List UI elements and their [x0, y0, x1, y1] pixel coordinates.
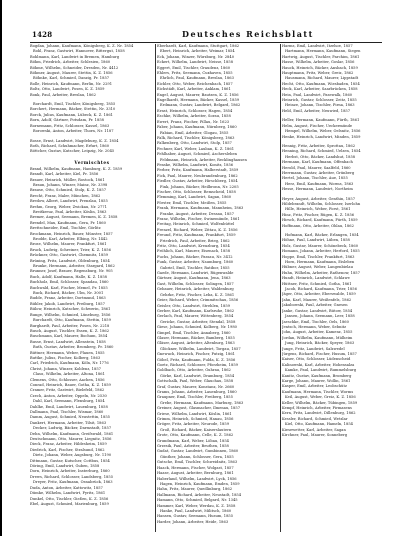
- list-entry: Gudat, Gustav, Landwirt, Gumbinnen, 1860: [157, 449, 239, 454]
- list-entry: Groß, Richard, Bäcker, Kaiserslautern: [160, 427, 232, 432]
- list-entry: Hoppe, Emil, Tischler, Frankfurt, 1863: [282, 254, 355, 259]
- list-entry: Czech, Anton, Arbeiter, Oppeln, Nr. 2530: [30, 393, 107, 398]
- list-entry: Budde, Franz, Arbeiter, Dortmund, 1863: [30, 296, 106, 301]
- list-entry: Büttner, Hermann, Weber, Plauen, 1855: [30, 350, 105, 355]
- list-entry: Hildebrandt, Wilhelm, Schlosser, Iserlohn: [282, 201, 361, 206]
- list-entry: Hein, Paul, Landwirt, Pasewalk, 1860: [282, 92, 353, 97]
- list-entry: Heinze, Johann, Tischler, Pirna, 1863: [285, 103, 355, 108]
- list-entry: Huhn, Wilhelm, Arbeiter, Rathenow, 1857: [282, 270, 360, 275]
- list-entry: Jäger, Otto, Arbeiter, Eberswalde, 1859: [282, 292, 356, 297]
- list-entry: Claus, Wilhelm, Arbeiter, Altona, 1861: [33, 372, 105, 377]
- list-entry: Duda, Anton, Arbeiter, Kattowitz, 1857: [30, 485, 103, 490]
- list-entry: Kamke, Paul, Landwirt, Rummelsburg: [285, 368, 357, 373]
- list-entry: Buchwald, Karl, Fischer, Memel, Pr. 1855: [30, 285, 108, 290]
- list-entry: Hasse, Wilhelm, Arbeiter, Goslar, 1856: [282, 60, 355, 65]
- list-entry: Hertel, Johann, Tischler, Aue, 1855: [282, 176, 348, 181]
- list-entry: Busch, August, Tischler, Essen, K. Z. 1862: [30, 328, 110, 333]
- list-entry: Henning, Richard, Schmied, Uelzen, 1854: [282, 149, 361, 154]
- list-entry: Hesse, Hermann, Landwirt, Northeim: [282, 187, 353, 192]
- list-entry: Brand, Wilhelm, Kaufmann, Hamburg, K. Z. 1859: [30, 166, 123, 171]
- list-entry: Gärtner, August, Kaufmann, Jena, 1863: [157, 276, 231, 281]
- list-entry: Gerber, Karl, Kaufmann, Karlsruhe, 1862: [157, 308, 235, 313]
- list-entry: Dittmann, Gustav, Kutscher, Cottbus, 1854: [30, 458, 110, 463]
- list-entry: Eggert, Emil, Tischler, Graudenz, 1860: [157, 65, 231, 70]
- list-entry: Frenzel, Richard, Weber, Zittau, K. Z. 1856: [157, 227, 238, 232]
- list-entry: Held, Emil, Arbeiter, Neuwied, 1857: [282, 108, 351, 113]
- list-entry: Graf, Gustav, Maurer, Konstanz, Nr. 2660: [157, 384, 235, 389]
- list-entry: Böhnke, Karl, Schmied, Danzig, Pr. 1857: [33, 76, 110, 81]
- list-entry: Bosse, Ernst, Landwirt, Magdeburg, K. Z. 1854: [30, 138, 119, 143]
- list-entry: Gebauer, Heinrich, Arbeiter, Waldenburg: [157, 287, 234, 292]
- list-entry: Dunkel, Otto, Tischler, Gießen, K. Z. 1856: [30, 496, 109, 501]
- list-entry: Haack, Hermann, Fischer, Wolgast, 1857: [157, 465, 234, 470]
- list-entry: Hüttner, Fritz, Schmied, Gotha, 1861: [282, 281, 352, 286]
- list-entry: Bonk, Paul, Arbeiter, Breslau, 1862: [30, 92, 96, 97]
- list-entry: Harms, Emil, Landwirt, Itzehoe, 1857: [282, 44, 353, 48]
- list-entry: Dreyer, Fritz, Kaufmann, Osnabrück, 1863: [33, 480, 113, 485]
- list-entry: Görke, Karl, Landwirt, Dramburg, 1854: [160, 373, 235, 378]
- header-rule: [30, 42, 382, 43]
- list-entry: Haberland, Wilhelm, Landwirt, Lyck, 1856: [157, 476, 237, 481]
- list-entry: Böttcher, Gustav, Kutscher, Leipzig, Nr. 2045: [30, 149, 115, 154]
- list-entry: Dümke, Wilhelm, Landwirt, Pyritz, 1861: [30, 491, 106, 496]
- list-entry: Carl, Friedrich, Kaufmann, Köln, Nr. 1776: [30, 361, 109, 366]
- list-entry: Fehlhaber, August, Schmied, Aschersleben: [157, 152, 238, 157]
- list-entry: Harder, Johann, Arbeiter, Heide, 1863: [157, 519, 229, 524]
- list-entry: Hansen, Gustav, Seemann, Husum, 1855: [157, 514, 234, 519]
- list-entry: Heller, Hermann, Kaufmann, Fürth, 1861: [282, 118, 360, 123]
- list-entry: Breitkreuz, Paul, Arbeiter, Köslin, 1863: [33, 209, 107, 214]
- list-entry: Ewert, Franz, Fischer, Pillau, Nr. 1623: [157, 119, 230, 124]
- list-entry: Brunke, Hermann, Arbeiter, Stargard, 1862: [33, 264, 115, 269]
- list-entry: Ernst, Heinrich, Schlosser, Hagen, 1854: [157, 108, 233, 113]
- list-entry: Hammer, Karl, Weber, Werdau, K. Z. 1858: [157, 503, 236, 508]
- list-entry: Franz, Wilhelm, Fischer, Swinemünde, 1861: [157, 217, 240, 221]
- list-entry: Hauptmann, Fritz, Weber, Greiz, 1862: [282, 71, 354, 76]
- list-entry: Hamann, Otto, Schmied, Belgard, Nr. 1345: [157, 498, 238, 503]
- list-entry: Helm, August, Fischer, Ueckermünde: [282, 123, 353, 128]
- list-entry: Karge, Johann, Maurer, Wollin, 1861: [282, 378, 351, 383]
- list-entry: Greiner, August, Glasmacher, Ilmenau, 1857: [157, 406, 241, 411]
- list-entry: Brendel, Max, Kaufmann, Gera, Pr. 1860: [30, 220, 106, 225]
- list-entry: Hahn, Fritz, Maurer, Quedlinburg, 1862: [157, 487, 233, 492]
- list-entry: Dorn, Heinrich, Arbeiter, Insterburg, 1860: [30, 469, 110, 474]
- list-entry: Bülow, Heinrich, Kutscher, Schwerin, 1861: [30, 307, 111, 312]
- list-entry: Holz, Gustav, Maurer, Schönebeck, 1860: [282, 243, 359, 248]
- list-entry: Hofmann, Karl, Bäcker, Erlangen, 1854: [285, 233, 359, 237]
- list-entry: Kaiser, Otto, Schlosser, Lüdenscheid: [282, 357, 351, 362]
- list-entry: Fenske, Wilhelm, Landwirt, Konitz, 1856: [157, 162, 234, 167]
- list-entry: Junge, Fritz, Landwirt, Salzwedel: [282, 346, 345, 351]
- list-entry: Herold, Paul, Maurer, Saalfeld, 1860: [282, 165, 351, 170]
- list-entry: Conrad, Heinrich, Bauer, Gotha, K. Z. 1859: [30, 382, 111, 387]
- list-entry: Jahn, Karl, Maurer, Weißenfels, 1862: [282, 297, 352, 302]
- list-entry: Ebert, Heinrich, Arbeiter, Weimar, 1854: [160, 49, 235, 54]
- list-entry: Bredow, Albert, Landwirt, Prenzlau, 1855: [30, 199, 108, 204]
- list-entry: Hirsch, Richard, Kaufmann, Fürth, 1859: [282, 218, 358, 223]
- list-entry: Busse, Ernst, Landwirt, Allenstein, 1858: [30, 339, 106, 344]
- section-heading: Vermischtes: [74, 159, 110, 165]
- list-entry: Grote, Otto, Kaufmann, Celle, K. Z. 1862: [157, 433, 234, 438]
- list-entry: Jürgens, Richard, Fischer, Husum, 1857: [282, 351, 357, 356]
- entry-gap: [30, 155, 154, 159]
- list-entry: Gabriel, Emil, Tischler, Ratibor, 1855: [160, 265, 230, 270]
- list-entry: Förster, Emil, Tischler, Meißen, 1855: [157, 200, 227, 205]
- list-entry: Gerlach, Paul, Maurer, Wittenberg, 1854: [157, 314, 234, 319]
- column-2: [157, 44, 279, 532]
- list-entry: Faber, Johann, Kaufmann, Nürnberg, 1860: [157, 125, 237, 130]
- list-entry: Eberhardt, Karl, Kaufmann, Stuttgart, 1862: [157, 44, 240, 48]
- list-entry: Kasper, Emil, Arbeiter, Leobschütz: [282, 384, 347, 389]
- list-entry: Grzesik, Paul, Arbeiter, Beuthen, 1858: [157, 444, 229, 449]
- list-entry: Kirchner, Paul, Maurer, Sonneberg: [282, 433, 348, 438]
- list-entry: Eschke, Wilhelm, Arbeiter, Sorau, 1858: [157, 114, 231, 119]
- list-entry: Ebel, August, Schmied, Marienburg, 1859: [30, 501, 109, 506]
- list-entry: Boltz, Otto, Landwirt, Posen, K. Z. 1859: [30, 87, 105, 92]
- list-entry: Göbel, Fritz, Kaufmann, Fulda, K. Z. 1856: [157, 357, 236, 362]
- list-entry: Goldbach, Otto, Arbeiter, Guhrau, 1862: [157, 368, 231, 373]
- list-entry: Friedrich, Paul, Arbeiter, Brieg, 1862: [160, 238, 230, 243]
- list-entry: Erdmann, Gustav, Landwirt, Belgard, 1862: [160, 103, 241, 108]
- list-entry: Gericke, Gustav, Arbeiter, Stendal, 1858: [160, 319, 236, 324]
- list-entry: Buck, Richard, Bäcker, Ulm, Nr. 3001: [33, 291, 104, 296]
- list-entry: Freitag, Heinrich, Schmied, Wolfenbüttel: [157, 222, 235, 227]
- list-entry: Eichler, Otto, Weber, Reichenbach, 1857: [157, 81, 233, 86]
- list-entry: Grimm, Heinrich, Schmied, Hanau, 1856: [157, 417, 234, 422]
- list-entry: Burghardt, Paul, Arbeiter, Posen, Nr. 2218: [30, 323, 110, 328]
- list-entry: Kiel, Otto, Kaufmann, Hameln, 1854: [285, 422, 354, 427]
- list-entry: Born, Adolf, Gärtner, Potsdam, Pr. 1858: [30, 118, 105, 123]
- list-entry: Brause, Otto, Schmied, Stolp, K. Z. 1857: [30, 188, 107, 193]
- list-entry: Fiedler, Gustav, Arbeiter, Hirschberg, 1854: [157, 179, 238, 184]
- running-title: Deutsches Reichsblatt: [182, 29, 314, 39]
- list-entry: Frank, Hermann, Kaufmann, Mannheim, 1863: [157, 206, 244, 211]
- list-entry: Fröhlich, Karl, Maurer, Eisenach, 1858: [157, 249, 231, 254]
- list-entry: Bogdan, Johann, Kaufmann, Königsberg, K. Z. Nr. 1854: [30, 44, 134, 48]
- list-entry: Bohlmann, Karl, Landwirt in Bremen, Hamburg: [30, 54, 120, 59]
- list-entry: Freund, Fritz, Kaufmann, Frankfurt, 1859: [157, 233, 236, 238]
- list-entry: Brauer, Heinrich, Müller, Rostock, 1861: [30, 177, 105, 182]
- list-entry: Eckert, Wilhelm, Landwirt, Neisse, 1858: [157, 60, 234, 65]
- list-entry: Gnewuch, Heinrich, Fischer, Putzig, 1861: [157, 352, 236, 357]
- list-entry: Brückner, Otto, Gastwirt, Chemnitz, 1859: [30, 253, 108, 258]
- list-entry: Ehrlich, Paul, Kaufmann, Breslau, 1863: [160, 76, 234, 81]
- list-entry: Grams, Johann, Arbeiter, Lauenburg, 1860: [157, 390, 237, 394]
- list-entry: Kaufmann, Hermann, Tischler, Worms: [282, 389, 354, 394]
- list-entry: Herrmann, Gustav, Arbeiter, Grünberg: [282, 170, 355, 175]
- list-entry: Dallmann, Paul, Tischler, Wismar, 1860: [30, 410, 104, 414]
- list-entry: Dehn, Wilhelm, Kaufmann, Greifswald, 1861: [30, 431, 114, 436]
- list-entry: Brettschneider, Emil, Tischler, Görlitz: [30, 226, 101, 231]
- list-entry: Brodde, Karl, Arbeiter, Elbing, Nr. 1442: [33, 237, 108, 241]
- column-divider: [280, 44, 281, 532]
- list-entry: Borchardt, Emil, Tischler, Königsberg, 1855: [33, 102, 116, 107]
- list-entry: Jacob, Richard, Kaufmann, Trier, 1856: [285, 287, 357, 292]
- list-entry: Bolle, Heinrich, Kaufmann, Berlin, Nr. 2291: [30, 81, 113, 86]
- list-entry: Fuchs, Johann, Bäcker, Passau, Nr. 3412: [157, 254, 233, 259]
- list-entry: Eichstädt, Karl, Arbeiter, Anklam, 1861: [157, 87, 231, 92]
- page-number: 1428: [32, 30, 53, 39]
- list-entry: Glaser, Hermann, Bäcker, Bamberg, 1855: [157, 335, 235, 340]
- list-entry: Bühler, Jakob, Landwirt, Freiburg, 1857: [30, 301, 105, 306]
- list-entry: Henke, Heinrich, Landwirt, Minden, 1859: [282, 134, 361, 139]
- list-entry: Haase, August, Arbeiter, Bernburg, 1861: [157, 471, 234, 476]
- list-entry: Graupner, Emil, Tischler, Freiberg, 1855: [157, 395, 233, 400]
- list-entry: Hundt, Heinrich, Landwirt, Schlawe: [282, 276, 350, 281]
- list-entry: Gottschalk, Paul, Weber, Glauchau, 1858: [157, 379, 234, 384]
- list-entry: Hinz, Fritz, Fischer, Rügen, K. Z. 1856: [282, 212, 355, 217]
- list-entry: Hempel, Wilhelm, Weber, Oelsnitz, 1856: [285, 129, 361, 134]
- list-entry: Gutsche, Emil, Tischler, Schweidnitz, 1863: [157, 460, 238, 465]
- list-entry: Brüning, Fritz, Landwirt, Oldenburg, 1854: [30, 258, 110, 263]
- list-entry: Christ, Johann, Winzer, Koblenz, 1857: [30, 366, 102, 371]
- list-entry: Gehrke, Fritz, Fischer, Leba, K. Z. 1861: [160, 292, 235, 297]
- list-entry: Fink, Johann, Bäcker, Heilbronn, Nr. 2205: [160, 184, 239, 189]
- list-entry: Hoffmann, Otto, Arbeiter, Ohlau, 1862: [282, 223, 354, 228]
- list-entry: Heck, Karl, Arbeiter, Saarbrücken, 1858: [282, 87, 358, 92]
- list-entry: Böhme, Wilhelm, Schneider, Dresden, Nr. 4412: [30, 65, 119, 70]
- list-entry: Jansen, Johann, Seemann, Leer, 1858: [285, 314, 355, 319]
- list-entry: Falk, Richard, Tischler, Königsberg, 1863: [157, 135, 235, 140]
- list-entry: Fick, Paul, Maurer, Neubrandenburg, 1862: [157, 173, 238, 178]
- list-entry: Fabian, Emil, Arbeiter, Glogau, 1855: [160, 130, 229, 135]
- list-entry: Dietz, Johann, Weber, Augsburg, Nr. 1190: [33, 453, 112, 458]
- list-entry: Geier, Richard, Weber, Crimmitschau, 1856: [157, 298, 239, 303]
- list-entry: Buchholz, Emil, Schlosser, Spandau, 1860: [30, 280, 109, 285]
- list-entry: Brunner, Josef, Brauer, Regensburg, Nr. 905: [30, 269, 113, 274]
- list-entry: Drews, Richard, Schlosser, Landsberg, 1855: [30, 474, 114, 479]
- list-entry: Ehlers, Fritz, Seemann, Cuxhaven, 1855: [157, 71, 233, 76]
- list-entry: Bohl, Franz, Gastwirt, Hannover, Rittergut, 1858: [33, 49, 125, 54]
- list-entry: Hermann, Karl, Kaufmann, Offenbach: [282, 160, 353, 165]
- list-entry: Herbst, Otto, Bäcker, Landshut, 1858: [285, 154, 356, 159]
- list-entry: Brockmann, Heinrich, Bauer, Münster, 1857: [30, 231, 113, 236]
- list-entry: Hennig, Fritz, Arbeiter, Sprottau, 1862: [282, 143, 356, 148]
- list-entry: Grundmann, Karl, Weber, Löbau, 1854: [157, 438, 230, 443]
- list-entry: Fritz, Otto, Landwirt, Kreuzburg, 1854: [157, 244, 230, 249]
- page-header: [32, 30, 382, 42]
- list-entry: Eck, Johann, Winzer, Würzburg, Nr. 2840: [157, 54, 235, 59]
- list-entry: Engelhardt, Hermann, Bäcker, Kassel, 1859: [157, 98, 240, 103]
- list-entry: Gimpel, Emil, Tischler, Annaberg, 1860: [157, 330, 231, 335]
- list-entry: Hecht, Otto, Kaufmann, Wiesbaden, 1854: [282, 81, 360, 86]
- list-entry: Jung, Heinrich, Bäcker, Speyer, 1863: [285, 341, 355, 346]
- list-entry: Jentsch, Hermann, Weber, Sebnitz: [282, 324, 347, 329]
- list-entry: Höhne, Paul, Landwirt, Lüben, 1858: [282, 238, 350, 243]
- list-entry: Buttke, Julius, Fischer, Kolberg, 1863: [30, 355, 101, 360]
- list-entry: Jordan, Wilhelm, Kaufmann, Mülheim: [282, 335, 353, 340]
- list-entry: Flemming, Karl, Landwirt, Sagan, 1860: [157, 195, 232, 200]
- list-entry: Both, Richard, Schuhmacher, Erfurt, 1860: [30, 143, 110, 148]
- list-entry: Hausmann, Richard, Maurer, Lippstadt: [285, 76, 359, 81]
- list-entry: Borck, Julius, Kaufmann, Lübeck, K. Z. 1861: [30, 112, 114, 117]
- list-entry: Franke, August, Arbeiter, Dessau, 1857: [160, 211, 234, 216]
- list-entry: Clemens, Otto, Schlosser, Aachen, 1856: [30, 377, 105, 382]
- list-entry: Kessler, Richard, Schmied, Wetzlar: [282, 416, 348, 421]
- list-entry: Keil, August, Weber, Greiz, K. Z. 1856: [285, 395, 356, 400]
- list-entry: Brose, Wilhelm, Maurer, Frankfurt, 1861: [30, 242, 107, 247]
- column-divider: [155, 44, 156, 532]
- list-entry: Janke, Gustav, Landwirt, Bütow, 1854: [282, 308, 353, 313]
- list-entry: Decker, Ludwig, Bäcker, Darmstadt, 1857: [33, 426, 112, 431]
- list-entry: Döring, Emil, Landwirt, Guben, 1858: [30, 464, 100, 469]
- list-entry: Kiesewetter, Karl, Arbeiter, Sagan: [282, 427, 346, 432]
- list-entry: Hauck, Heinrich, Bäcker, Ansbach, 1859: [282, 65, 358, 70]
- list-entry: Geisler, Otto, Landwirt, Strehlen, 1859: [157, 303, 231, 308]
- list-entry: Buth, Gustav, Arbeiter, Bromberg, Pr. 1860: [33, 345, 114, 350]
- list-entry: Grebe, Hermann, Kaufmann, Marburg, 1863: [160, 400, 244, 405]
- list-entry: Falkenberg, Otto, Landwirt, Stolp, 1857: [157, 141, 232, 146]
- list-entry: Kalinowski, Karl, Arbeiter, Hohensalza: [282, 362, 355, 367]
- list-entry: Goetz, Richard, Schlosser, Pforzheim, 1859: [157, 362, 238, 367]
- list-entry: Hartwig, August, Tischler, Parchim, 1861: [282, 54, 360, 59]
- list-entry: Jakubowski, Paul, Arbeiter, Gnesen: [282, 303, 348, 308]
- list-entry: Griese, Wilhelm, Landwirt, Köslin, 1861: [157, 411, 232, 416]
- list-entry: Bunge, Wilhelm, Schmied, Lüneburg, 1856: [30, 312, 111, 317]
- list-entry: Günther, Johann, Schlosser, Gera, 1855: [160, 454, 234, 459]
- list-entry: Dahl, Karl, Seemann, Flensburg, 1854: [33, 399, 105, 404]
- list-entry: Horn, Hermann, Kaufmann, Eisleben: [285, 260, 355, 265]
- list-entry: Deutschmann, Otto, Maurer, Liegnitz, 1856: [30, 437, 112, 442]
- list-entry: Hübner, August, Weber, Langenbielau: [282, 265, 353, 270]
- list-entry: Jaeschke, Emil, Tischler, Oels, 1860: [282, 319, 349, 324]
- list-entry: Burchardt, Otto, Kaufmann, Stettin, 1859: [33, 318, 111, 323]
- list-entry: Heinrich, Gustav, Schlosser, Zeitz, 1855: [282, 98, 357, 103]
- list-entry: Feldmann, Heinrich, Arbeiter, Recklinghausen: [160, 157, 247, 162]
- list-entry: Glöckner, Wilhelm, Landwirt, Torgau, 1857: [160, 346, 241, 351]
- list-entry: Kanitz, Gustav, Kaufmann, Bromberg: [282, 373, 352, 378]
- list-entry: Homann, Johann, Arbeiter, Herford, 1855: [282, 249, 360, 254]
- list-entry: Hanke, Paul, Landwirt, Militsch, 1860: [160, 508, 232, 513]
- list-entry: Diedrich, Karl, Fischer, Stralsund, 1862: [30, 447, 105, 452]
- list-entry: Braun, Johann, Winzer, Mainz, Nr. 3398: [33, 182, 108, 187]
- list-entry: Dieck, Franz, Arbeiter, Hildesheim, 1859: [30, 442, 107, 447]
- list-entry: Kempf, Heinrich, Arbeiter, Pirmasens: [282, 406, 352, 410]
- column-3: [282, 44, 382, 532]
- list-entry: Böhm, Friedrich, Arbeiter, Schlesien, 1860: [30, 60, 111, 65]
- list-entry: Fischer, Otto, Schlosser, Remscheid, 1858: [157, 189, 236, 194]
- list-entry: Hallmann, Richard, Arbeiter, Neustadt, 1854: [157, 492, 242, 497]
- list-entry: John, August, Arbeiter, Kamenz, 1855: [282, 330, 353, 335]
- list-entry: Engel, August, Maurer, Bautzen, K. Z. 1856: [157, 92, 239, 97]
- list-entry: Fechner, Karl, Weber, Lauban, K. Z. 1861: [157, 146, 235, 151]
- list-entry: Keller, Wilhelm, Bäcker, Tübingen, 1859: [282, 400, 358, 405]
- list-entry: Buch, Adolf, Kaufmann, Halle, K. Z. 1858: [30, 274, 108, 279]
- list-entry: Gast, Wilhelm, Schlosser, Solingen, 1857: [157, 281, 234, 286]
- list-entry: Borchert, Hermann, Bäcker, Stettin, Nr. 3310: [30, 107, 116, 112]
- list-entry: Dahlke, Emil, Landwirt, Lauenburg, 1858: [30, 404, 108, 409]
- list-entry: Hagen, Heinrich, Kaufmann, Emden, 1859: [160, 481, 240, 486]
- list-entry: Borowski, Anton, Arbeiter, Thorn, Nr. 1187: [33, 129, 114, 134]
- list-entry: Bremer, August, Seemann, Bremen, K. Z. 1858: [30, 215, 118, 220]
- list-entry: Hille, Heinrich, Weber, Forst, 1861: [285, 207, 351, 212]
- list-entry: Bornemann, Fritz, Schlosser, Kassel, 1863: [30, 123, 110, 128]
- list-entry: Gläser, August, Arbeiter, Altenburg, 1863: [157, 341, 235, 346]
- list-entry: Cramer, Fritz, Gastwirt, Bielefeld, 1862: [30, 388, 105, 393]
- list-entry: Ferber, Fritz, Kaufmann, Halberstadt, 1859: [157, 168, 239, 173]
- list-entry: Hartmann, Hermann, Kaufmann, Siegen: [285, 49, 361, 54]
- column-1: [30, 44, 154, 532]
- list-entry: Gröger, Fritz, Arbeiter, Neurode, 1859: [157, 422, 230, 427]
- list-entry: Bruch, Ludwig, Schreiner, Trier, K. Z. 1856: [30, 247, 111, 252]
- list-entry: Brehm, Georg, Weber, Zwickau, Nr. 2771: [30, 204, 107, 209]
- list-entry: Herz, Emil, Kaufmann, Worms, 1863: [285, 181, 354, 186]
- list-entry: Damm, August, Schmied, Neustettin, 1855: [30, 415, 111, 420]
- list-entry: Brandt, Karl, Arbeiter, Kiel, Pr. 1856: [30, 172, 99, 177]
- list-entry: Dankert, Hermann, Arbeiter, Tilsit, 1863: [30, 420, 107, 425]
- list-entry: Funk, Gustav, Arbeiter, Naumburg, 1860: [157, 260, 234, 265]
- list-entry: Heyer, August, Arbeiter, Genthin, 1857: [282, 196, 356, 201]
- list-entry: Giese, Johann, Schmied, Kolberg, Nr. 1980: [157, 325, 238, 330]
- list-entry: Böhmer, August, Maurer, Stettin, K. Z. 1856: [30, 71, 113, 76]
- list-entry: Brecht, Franz, Maler, München, 1862: [30, 193, 101, 198]
- list-entry: Buschmann, Karl, Maurer, Bochum, 1854: [30, 334, 108, 339]
- list-entry: Gaede, Hermann, Landwirt, Rügenwalde: [157, 271, 234, 276]
- list-entry: Kern, Fritz, Landwirt, Dillenburg, 1862: [282, 411, 356, 416]
